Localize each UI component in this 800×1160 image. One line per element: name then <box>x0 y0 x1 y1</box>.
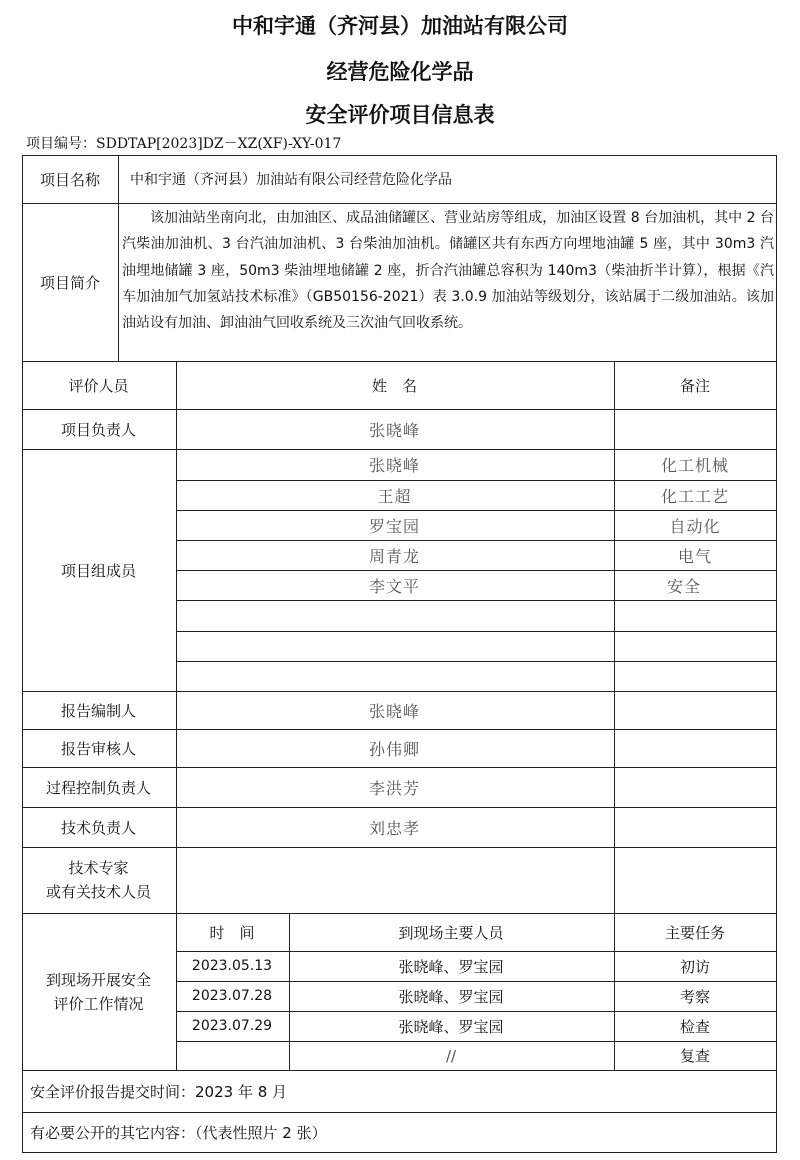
site-time: 2023.07.29 <box>191 1018 273 1034</box>
member-name: 王超 <box>377 486 412 506</box>
grid-line <box>22 203 776 204</box>
site-label <box>22 913 175 1070</box>
member-name: 张晓峰 <box>368 456 420 475</box>
grid-line <box>118 155 119 361</box>
leader-label: 项目负责人 <box>60 420 136 439</box>
reviewer-label: 报告审核人 <box>60 739 136 758</box>
project-name-label: 项目名称 <box>39 170 100 189</box>
member-name: 罗宝园 <box>368 516 420 536</box>
site-people: 张晓峰、罗宝园 <box>398 957 504 976</box>
project-name-value: 中和宇通（齐河县）加油站有限公司经营危险化学品 <box>130 172 452 188</box>
grid-line <box>176 631 776 632</box>
subtitle: 经营危险化学品 <box>326 60 474 84</box>
site-label-line2: 评价工作情况 <box>53 994 144 1013</box>
site-time: 2023.07.28 <box>191 988 273 1004</box>
grid-line <box>176 600 776 601</box>
grid-line <box>776 155 777 1153</box>
member-note: 化工机械 <box>660 456 729 475</box>
company-title: 中和宇通（齐河县）加油站有限公司 <box>232 14 568 38</box>
tech-label: 技术负责人 <box>60 818 136 837</box>
other-content: 有必要公开的其它内容：（代表性照片 2 张） <box>30 1123 327 1142</box>
site-task: 复查 <box>679 1047 710 1065</box>
col-role: 评价人员 <box>68 376 129 395</box>
site-time <box>176 1041 288 1070</box>
compiler-label: 报告编制人 <box>60 701 136 720</box>
expert-label-line1: 技术专家 <box>68 859 129 877</box>
member-note: 安全 <box>666 576 701 596</box>
grid-line <box>176 661 776 662</box>
site-people: 张晓峰、罗宝园 <box>398 1017 504 1036</box>
col-task: 主要任务 <box>664 923 725 942</box>
expert-label <box>22 847 175 913</box>
member-name: 周青龙 <box>368 546 420 566</box>
leader-name: 张晓峰 <box>368 420 420 440</box>
site-people: 张晓峰、罗宝园 <box>398 987 504 1006</box>
tech-name: 刘忠孝 <box>368 818 420 838</box>
project-code-value: SDDTAP[2023]DZ－XZ(XF)-XY-017 <box>96 136 342 152</box>
grid-line <box>22 1152 776 1153</box>
site-task: 检查 <box>679 1017 710 1036</box>
col-people: 到现场主要人员 <box>398 923 504 942</box>
site-task: 考察 <box>679 987 710 1006</box>
col-time: 时 间 <box>209 923 255 942</box>
grid-line <box>614 361 615 913</box>
site-label-line1: 到现场开展安全 <box>45 970 151 989</box>
member-note: 化工工艺 <box>660 486 729 506</box>
project-code-label: 项目编号： <box>26 136 96 152</box>
site-people: // <box>445 1046 457 1065</box>
member-note: 自动化 <box>669 516 721 536</box>
col-name: 姓 名 <box>371 376 417 395</box>
process-name: 李洪芳 <box>368 778 420 798</box>
project-intro-text: 该加油站坐南向北，由加油区、成品油储罐区、营业站房等组成，加油区设置 8 台加油机，其中 2 台汽柴油加油机、3 台汽油加油机、3 台柴油加油机。储罐区共有东西方向埋地油罐 5 座，其中 30m3 汽油埋地储罐 3 座，50m3 柴油埋地储罐 2 座，折合汽油罐总容积为 140m3（柴油折半计算），根据《汽车加油加气加氢站技术标准》（GB50156-2021）表 3.0.9 加油站等级划分，该站属于二级加油站。该加油站设有加油、卸油油气回收系统及三次油气回收系统。 <box>122 210 774 332</box>
member-note: 电气 <box>677 546 712 566</box>
form-title: 安全评价项目信息表 <box>305 103 495 127</box>
reviewer-name: 孙伟卿 <box>368 739 420 759</box>
members-label: 项目组成员 <box>60 561 136 580</box>
project-code <box>26 133 341 153</box>
member-name: 李文平 <box>368 576 420 596</box>
process-label: 过程控制负责人 <box>45 778 151 797</box>
compiler-name: 张晓峰 <box>368 701 420 721</box>
col-note: 备注 <box>679 376 710 395</box>
expert-label-line2: 或有关技术人员 <box>45 883 151 901</box>
project-intro-label: 项目简介 <box>39 273 100 292</box>
submit-time: 安全评价报告提交时间：2023 年 8 月 <box>30 1082 288 1101</box>
site-task: 初访 <box>679 957 710 976</box>
site-time: 2023.05.13 <box>191 958 273 974</box>
